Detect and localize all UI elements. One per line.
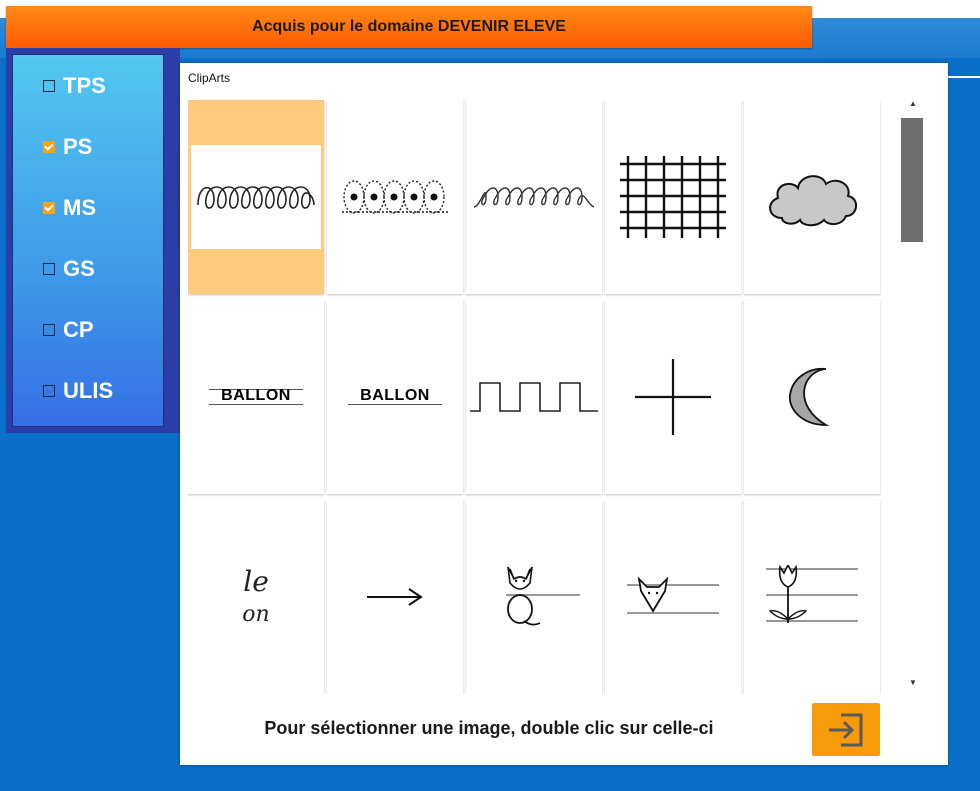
level-label: TPS	[63, 73, 106, 98]
selection-hint: Pour sélectionner une image, double clic sur celle-ci	[264, 718, 714, 738]
clipart-tile-ballon-underline[interactable]	[188, 300, 324, 494]
checkbox-gs[interactable]	[43, 263, 55, 275]
scroll-down-arrow-icon[interactable]: ▼	[909, 678, 917, 687]
dialog-title: ClipArts	[188, 71, 231, 85]
level-label: CP	[63, 317, 94, 342]
moon-icon	[782, 365, 842, 429]
clipart-tile-cloud[interactable]	[744, 100, 880, 294]
ballon-baseline-icon	[348, 382, 442, 412]
level-label: ULIS	[63, 378, 114, 403]
scroll-up-arrow-icon[interactable]: ▲	[909, 99, 917, 108]
tile-text: BALLON	[360, 387, 430, 404]
clipart-tile-grid[interactable]	[605, 100, 741, 294]
ballon-underline-icon	[209, 382, 303, 412]
checkbox-ulis[interactable]	[43, 385, 55, 397]
clipart-tile-cursive-le-on[interactable]	[188, 500, 324, 694]
clipart-tile-small-loops[interactable]	[466, 100, 602, 294]
checkbox-ms[interactable]	[43, 202, 55, 214]
level-label: PS	[63, 134, 93, 159]
levels-panel	[12, 54, 164, 427]
clipart-tile-loops[interactable]	[188, 100, 324, 294]
clipart-tile-dotted-loops[interactable]	[327, 100, 463, 294]
tile-text: BALLON	[221, 387, 291, 404]
cursive-le-on-icon	[226, 564, 286, 630]
domain-banner	[6, 6, 812, 48]
square-wave-icon	[468, 377, 600, 417]
arrow-right-icon	[365, 587, 425, 607]
exit-icon	[827, 713, 865, 747]
level-ps[interactable]	[43, 132, 92, 162]
level-tps[interactable]	[43, 71, 106, 101]
tile-text-line1: le	[243, 565, 269, 598]
clipart-tile-cat-letter[interactable]	[466, 500, 602, 694]
checkbox-cp[interactable]	[43, 324, 55, 336]
level-label: GS	[63, 256, 95, 281]
divider-line	[948, 76, 980, 78]
loops-icon	[194, 177, 318, 217]
checkbox-ps[interactable]	[43, 141, 55, 153]
checkbox-tps[interactable]	[43, 80, 55, 92]
tile-text-line2: on	[242, 602, 270, 627]
dotted-loops-icon	[340, 172, 450, 222]
scrollbar-thumb[interactable]	[901, 118, 923, 242]
level-cp[interactable]	[43, 315, 94, 345]
banner-title: Acquis pour le domaine DEVENIR ELEVE	[252, 18, 566, 35]
small-loops-icon	[472, 177, 596, 217]
clipart-tile-fox-letter[interactable]	[605, 500, 741, 694]
level-ulis[interactable]	[43, 376, 113, 406]
clipart-grid[interactable]	[188, 100, 882, 694]
cloud-icon	[762, 162, 862, 232]
cross-icon	[633, 357, 713, 437]
exit-button[interactable]	[812, 703, 880, 756]
clipart-tile-square-wave[interactable]	[466, 300, 602, 494]
clipart-tile-tulip-letter[interactable]	[744, 500, 880, 694]
clipart-tile-arrow[interactable]	[327, 500, 463, 694]
tulip-letter-icon	[764, 565, 860, 629]
clipart-tile-moon[interactable]	[744, 300, 880, 494]
cliparts-dialog	[180, 63, 948, 765]
clipart-tile-ballon-baseline[interactable]	[327, 300, 463, 494]
cat-letter-icon	[486, 565, 582, 629]
grid-icon	[618, 152, 728, 242]
clipart-tile-cross[interactable]	[605, 300, 741, 494]
level-gs[interactable]	[43, 254, 95, 284]
fox-letter-icon	[625, 577, 721, 617]
level-label: MS	[63, 195, 96, 220]
level-ms[interactable]	[43, 193, 96, 223]
